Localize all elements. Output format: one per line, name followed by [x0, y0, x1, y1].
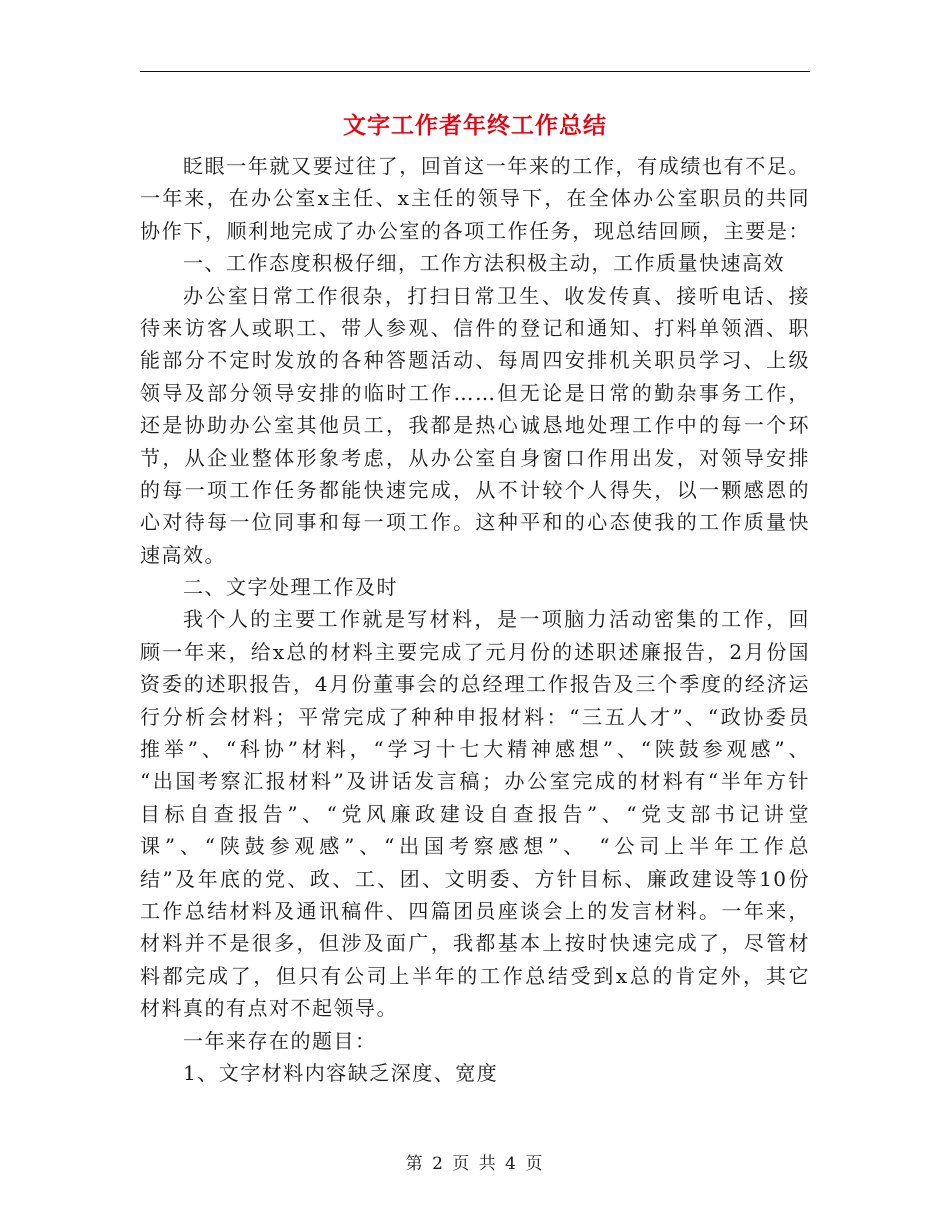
- issues-heading: 一年来存在的题目：: [183, 1028, 377, 1053]
- body-line: 顾一年来，给x总的材料主要完成了元月份的述职述廉报告，2月份国: [140, 639, 810, 664]
- body-line: 行分析会材料；平常完成了种种申报材料：“三五人才”、“政协委员: [140, 704, 810, 729]
- body-line: 速高效。: [140, 542, 226, 567]
- body-line: 协作下，顺利地完成了办公室的各项工作任务，现总结回顾，主要是：: [140, 218, 810, 243]
- body-line: 工作总结材料及通讯稿件、四篇团员座谈会上的发言材料。一年来，: [140, 898, 810, 923]
- body-line: 推举”、“科协”材料，“学习十七大精神感想”、“陕鼓参观感”、: [140, 737, 810, 762]
- body-line: “出国考察汇报材料”及讲话发言稿；办公室完成的材料有“半年方针: [140, 769, 810, 794]
- body-line: 节，从企业整体形象考虑，从办公室自身窗口作用出发，对领导安排: [140, 445, 810, 470]
- body-line: 课”、“陕鼓参观感”、“出国考察感想”、 “公司上半年工作总: [140, 834, 810, 859]
- body-line: 眨眼一年就又要过往了，回首这一年来的工作，有成绩也有不足。: [183, 154, 810, 178]
- document-body: [140, 150, 810, 1089]
- body-line: 的每一项工作任务都能快速完成，从不计较个人得失，以一颗感恩的: [140, 477, 810, 502]
- issue-item-1: 1、文字材料内容缺乏深度、宽度: [183, 1060, 499, 1085]
- body-line: 能部分不定时发放的各种答题活动、每周四安排机关职员学习、上级: [140, 348, 810, 373]
- section-heading-2: 二、文字处理工作及时: [183, 575, 398, 600]
- body-line: 办公室日常工作很杂，打扫日常卫生、收发传真、接听电话、接: [183, 283, 810, 308]
- body-line: 领导及部分领导安排的临时工作……但无论是日常的勤杂事务工作，: [140, 380, 810, 405]
- document-title: 文字工作者年终工作总结: [343, 113, 607, 139]
- header-rule: [140, 71, 810, 72]
- body-line: 我个人的主要工作就是写材料，是一项脑力活动密集的工作，回: [183, 607, 810, 632]
- body-line: 目标自查报告”、“党风廉政建设自查报告”、“党支部书记讲堂: [140, 801, 810, 826]
- body-line: 一年来，在办公室x主任、x主任的领导下，在全体办公室职员的共同: [140, 186, 810, 211]
- body-line: 料都完成了，但只有公司上半年的工作总结受到x总的肯定外，其它: [140, 963, 810, 988]
- body-line: 材料真的有点对不起领导。: [140, 996, 398, 1021]
- page-number-footer: 第 2 页 共 4 页: [405, 1154, 545, 1174]
- body-line: 结”及年底的党、政、工、团、文明委、方针目标、廉政建设等10份: [140, 866, 810, 891]
- body-line: 资委的述职报告，4月份董事会的总经理工作报告及三个季度的经济运: [140, 672, 810, 697]
- body-line: 待来访客人或职工、带人参观、信件的登记和通知、打料单领酒、职: [140, 315, 810, 340]
- body-line: 还是协助办公室其他员工，我都是热心诚恳地处理工作中的每一个环: [140, 413, 810, 438]
- section-heading-1: 一、工作态度积极仔细，工作方法积极主动，工作质量快速高效: [183, 251, 785, 276]
- body-line: 心对待每一位同事和每一项工作。这种平和的心态使我的工作质量快: [140, 510, 810, 535]
- body-line: 材料并不是很多，但涉及面广，我都基本上按时快速完成了，尽管材: [140, 931, 810, 956]
